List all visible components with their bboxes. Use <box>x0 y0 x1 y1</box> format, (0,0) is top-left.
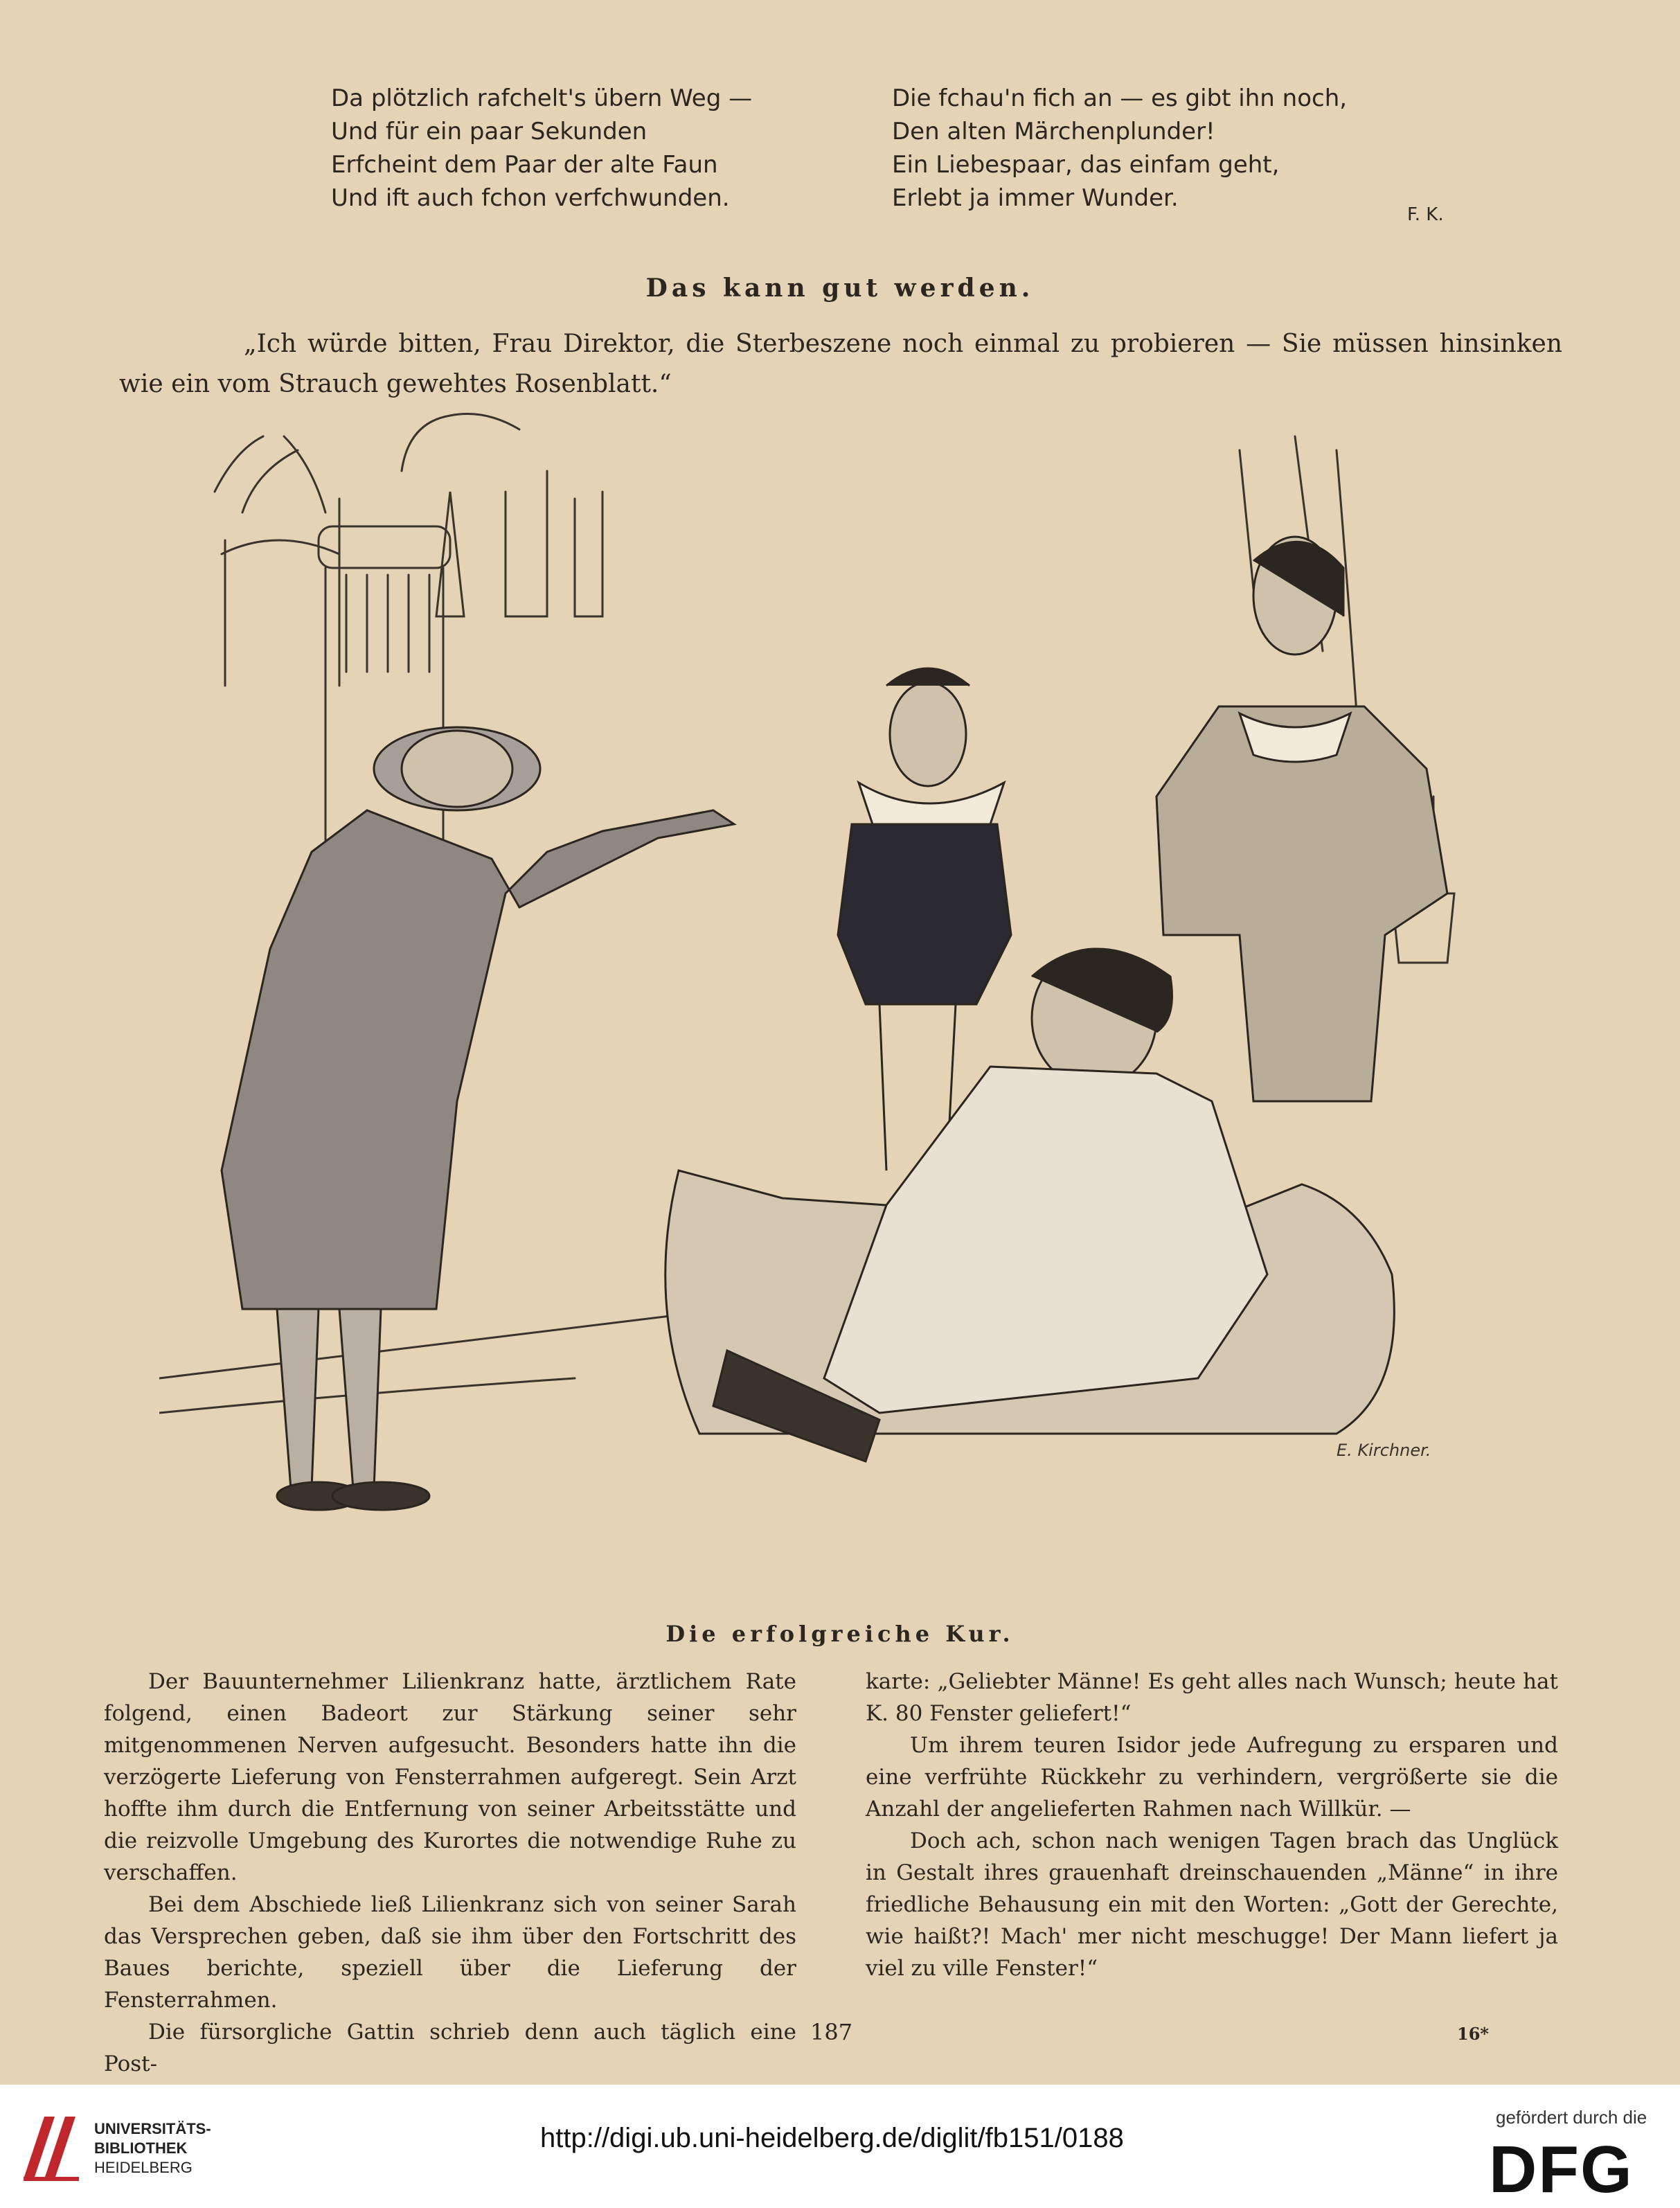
poem-line: Da plötzlich rafchelt's übern Weg — <box>331 84 753 112</box>
permalink-url[interactable]: http://digi.ub.uni-heidelberg.de/diglit/fb151/0188 <box>540 2123 1124 2153</box>
poem-line: Und ift auch fchon verfchwunden. <box>331 184 730 212</box>
signature-mark: 16* <box>1457 2024 1489 2044</box>
poem-line: Den alten Märchenplunder! <box>892 118 1215 145</box>
poem-line: Ein Liebespaar, das einfam geht, <box>892 151 1280 179</box>
story-right-column <box>866 1666 1558 1984</box>
artist-signature: E. Kirchner. <box>1337 1441 1431 1460</box>
poem-line: Die fchau'n fich an — es gibt ihn noch, <box>892 84 1348 112</box>
sponsor-text: gefördert durch die <box>1496 2107 1647 2128</box>
cartoon-title: Das kann gut werden. <box>645 274 1035 303</box>
poem-right-column <box>892 82 1347 215</box>
story-left-column <box>104 1666 796 2080</box>
story-title: Die erfolgreiche Kur. <box>665 1621 1015 1647</box>
poem-line: Und für ein paar Sekunden <box>331 118 647 145</box>
dfg-logo: DFG <box>1489 2133 1634 2207</box>
story-paragraph: Der Bauunternehmer Lilienkranz hatte, ärztlichem Rate folgend, einen Badeort zur Stärkung seiner sehr mitgenommenen Nerven aufgesucht. Besonders hatte ihn die verzögerte Lieferung von Fensterrahmen aufgeregt. Sein Arzt hoffte ihm durch die Entfernung von seiner Arbeitsstätte und die reizvolle Umgebung des Kurortes die notwendige Ruhe zu verschaffen. <box>104 1669 796 1885</box>
university-library-logo-icon <box>17 2110 86 2186</box>
library-name: UNIVERSITÄTS- BIBLIOTHEK HEIDELBERG <box>94 2120 211 2176</box>
poem-signature: F. K. <box>1407 204 1444 225</box>
poem-line: Erlebt ja immer Wunder. <box>892 184 1179 212</box>
poem-line: Erfcheint dem Paar der alte Faun <box>331 151 718 179</box>
viewer-footer <box>0 2085 1680 2208</box>
poem-left-column <box>331 82 752 215</box>
cartoon-illustration <box>159 409 1489 1531</box>
page-number: 187 <box>810 2019 853 2045</box>
story-paragraph: karte: „Geliebter Männe! Es geht alles nach Wunsch; heute hat K. 80 Fenster geliefert!“ <box>866 1669 1558 1726</box>
story-paragraph: Bei dem Abschiede ließ Lilienkranz sich von seiner Sarah das Versprechen geben, daß sie ihm über den Fortschritt des Baues berichte, speziell über die Lieferung der Fensterrahmen. <box>104 1892 796 2013</box>
story-paragraph: Doch ach, schon nach wenigen Tagen brach das Unglück in Gestalt ihres grauenhaft dreinschauenden „Männe“ in ihre friedliche Behausung ein mit den Worten: „Gott der Gerechte, wie haißt?! Mach' mer nicht meschugge! Der Mann liefert ja viel zu ville Fenster!“ <box>866 1828 1558 1981</box>
story-paragraph: Um ihrem teuren Isidor jede Aufregung zu ersparen und eine verfrühte Rückkehr zu verhindern, vergrößerte sie die Anzahl der angelieferten Rahmen nach Willkür. — <box>866 1733 1558 1822</box>
cartoon-caption: „Ich würde bitten, Frau Direktor, die Sterbeszene noch einmal zu probieren — Sie müssen hinsinken wie ein vom Strauch gewehtes Rosenblatt.“ <box>119 330 1562 398</box>
story-paragraph: Die fürsorgliche Gattin schrieb denn auch täglich eine Post- <box>104 2020 796 2076</box>
